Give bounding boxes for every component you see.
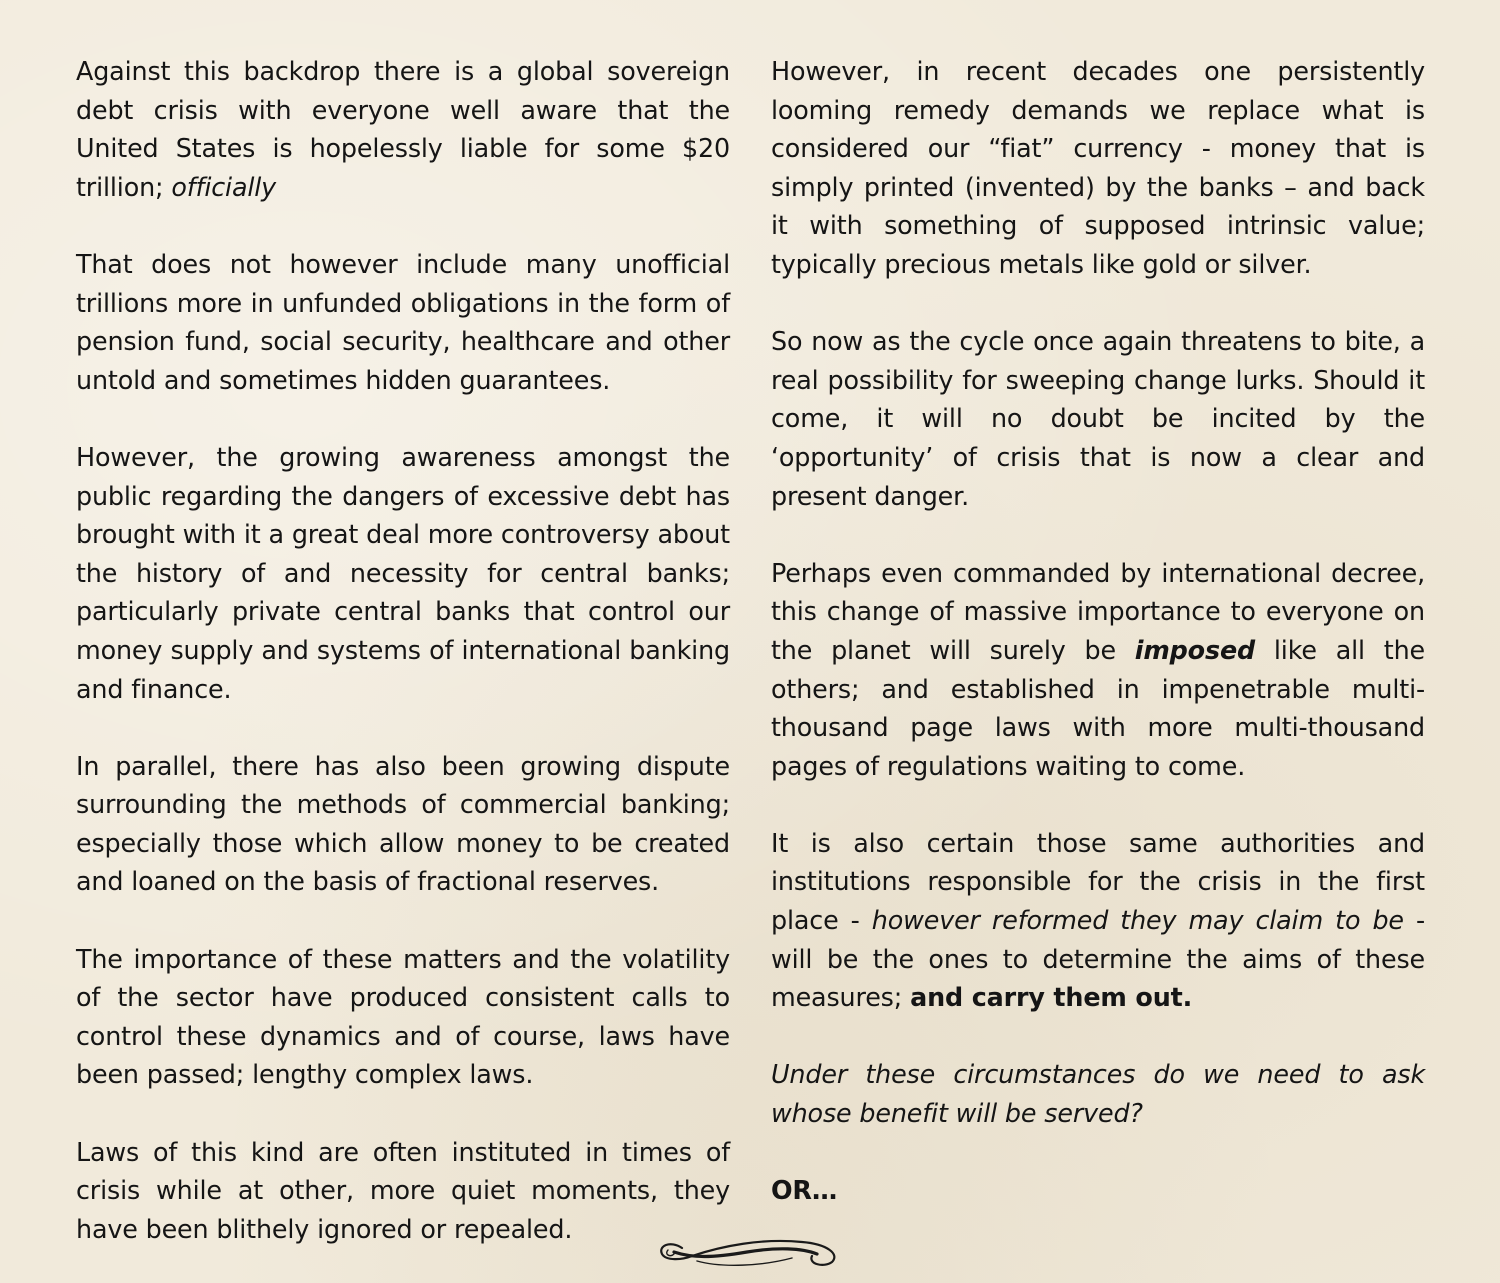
carry-them-out-emphasis: and carry them out. [910, 982, 1193, 1013]
right-column [771, 52, 1425, 1210]
paragraph-unofficial-trillions: That does not however include many unofficial trillions more in unfunded obligations in the form of pension fund, social security, healthcare and other untold and sometimes hidden guarantees. [76, 248, 730, 395]
closing-or: OR… [771, 1175, 838, 1206]
paragraph-commercial-banking: In parallel, there has also been growing dispute surrounding the methods of commercial banking; especially those which allow money to be created and loaned on the basis of fractional reserves. [76, 750, 730, 897]
paragraph-international-decree [771, 554, 1425, 786]
paragraph-question: Under these circumstances do we need to ask whose benefit will be served? [771, 1059, 1425, 1129]
paragraph-fiat-currency: However, in recent decades one persistently looming remedy demands we replace what is considered our “fiat” currency - money that is simply printed (invented) by the banks – and back it with something of supposed intrinsic value; typically precious metals like gold or silver. [771, 56, 1425, 279]
reformed-emphasis: however reformed they may claim to be [871, 905, 1404, 936]
officially-emphasis: officially [171, 171, 277, 202]
paragraph-laws-crisis: Laws of this kind are often instituted in times of crisis while at other, more quiet moments, they have been blithely ignored or repealed. [76, 1136, 730, 1244]
decree-text-after: like all the others; and established in impenetrable multi-thousand page laws with more multi-thousand pages of regulations waiting to come. [771, 634, 1425, 781]
paragraph-sweeping-change: So now as the cycle once again threatens to bite, a real possibility for sweeping change lurks. Should it come, it will no doubt be incited by the ‘opportunity’ of crisis that is now a clear and present danger. [771, 326, 1425, 511]
authorities-text-before: It is also certain those same authorities and institutions responsible for the crisis in the first place - [771, 827, 1425, 936]
paragraph-debt-crisis-text: Against this backdrop there is a global sovereign debt crisis with everyone well aware that the United States is hopelessly liable for some $20 trillion; [76, 56, 730, 202]
decree-text-before: Perhaps even commanded by international decree, this change of massive importance to everyone on the planet will surely be [771, 557, 1425, 665]
left-column [76, 52, 730, 1248]
paragraph-debt-crisis [76, 52, 730, 206]
authorities-text-middle: - will be the ones to determine the aims of these measures; [771, 905, 1426, 1013]
flourish-ornament-icon [652, 1228, 848, 1278]
paragraph-authorities [771, 824, 1425, 1017]
paragraph-laws-passed: The importance of these matters and the volatility of the sector have produced consistent calls to control these dynamics and of course, laws have been passed; lengthy complex laws. [76, 943, 730, 1090]
paragraph-central-banks: However, the growing awareness amongst the public regarding the dangers of excessive debt has brought with it a great deal more controversy about the history of and necessity for central banks; particularly private central banks that control our money supply and systems of international banking and finance. [76, 441, 730, 704]
imposed-emphasis: imposed [1134, 634, 1256, 665]
